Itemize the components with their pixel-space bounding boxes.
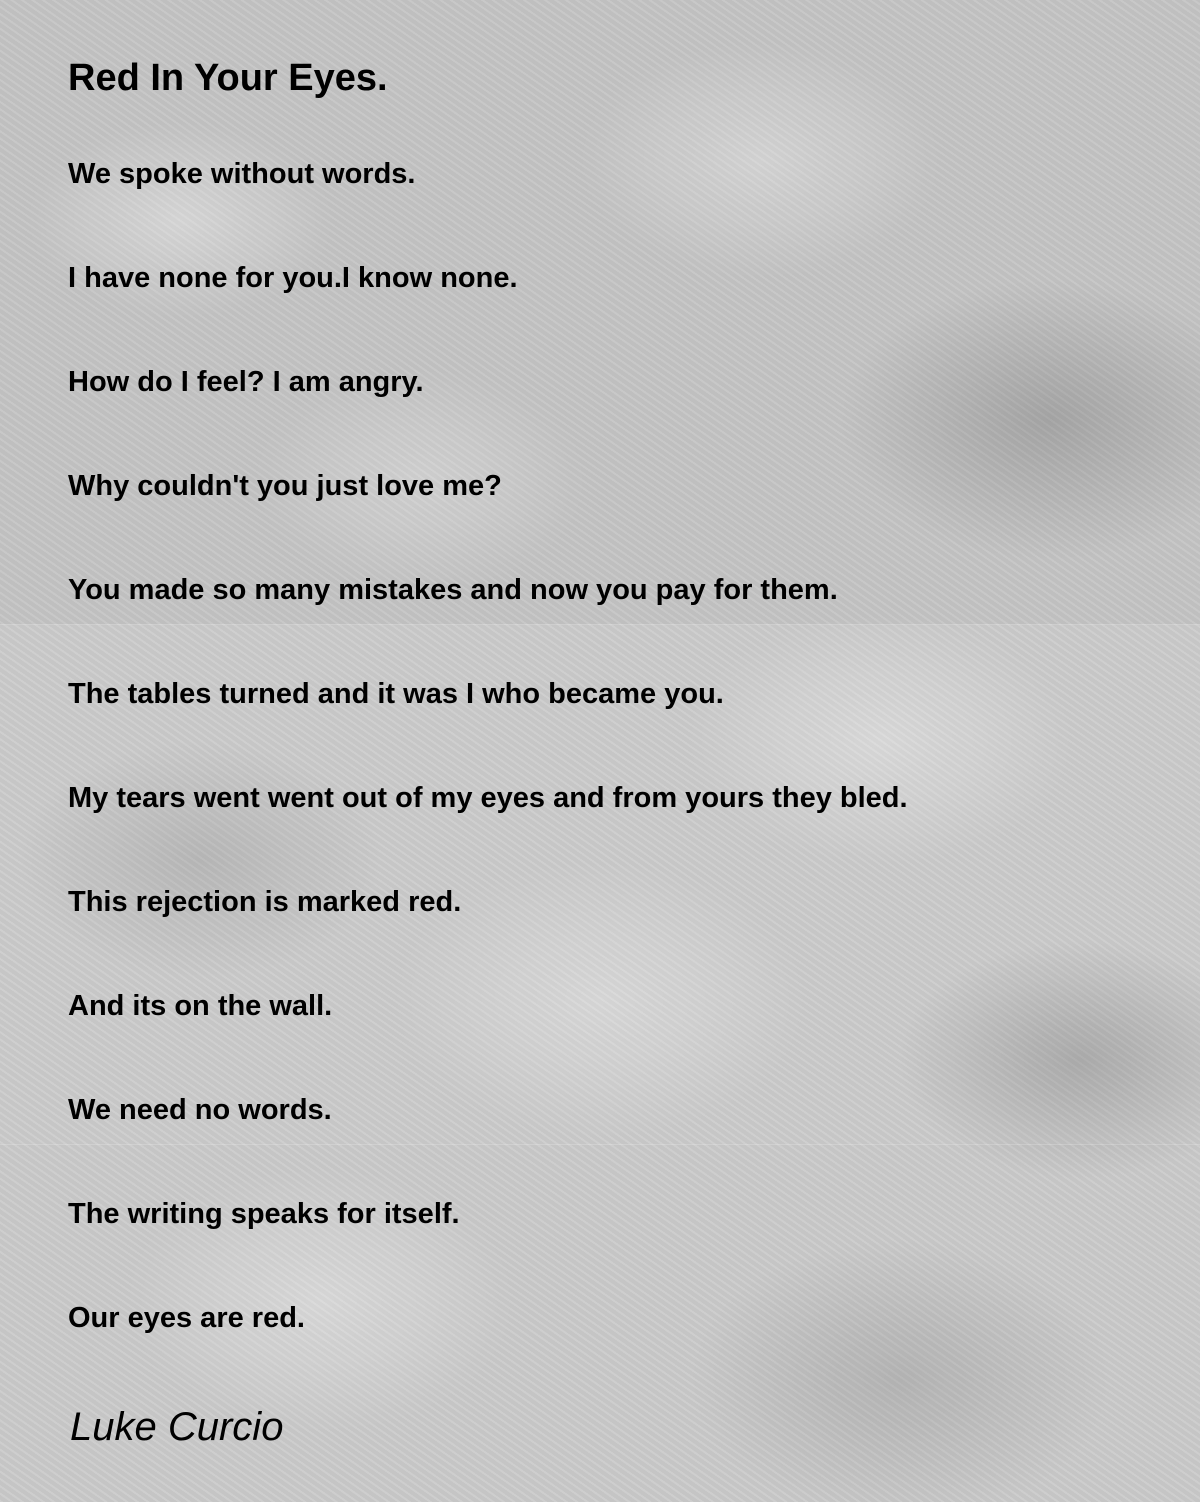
poem-line: My tears went went out of my eyes and from yours they bled. <box>68 782 908 814</box>
poem-line: How do I feel? I am angry. <box>68 366 424 398</box>
poem-body <box>68 154 908 1402</box>
poem-line: Our eyes are red. <box>68 1302 305 1334</box>
poem-line: And its on the wall. <box>68 990 333 1022</box>
poem-title: Red In Your Eyes. <box>68 57 388 99</box>
poem-line: This rejection is marked red. <box>68 886 462 918</box>
poem-line: You made so many mistakes and now you pay for them. <box>68 574 838 606</box>
poem-line: Why couldn't you just love me? <box>68 470 502 502</box>
poem-line: We need no words. <box>68 1094 332 1126</box>
poem-line: We spoke without words. <box>68 158 416 190</box>
poem-line: The writing speaks for itself. <box>68 1198 460 1230</box>
poem-author: Luke Curcio <box>70 1405 284 1449</box>
poem-line: I have none for you.I know none. <box>68 262 518 294</box>
poem-line: The tables turned and it was I who became you. <box>68 678 724 710</box>
